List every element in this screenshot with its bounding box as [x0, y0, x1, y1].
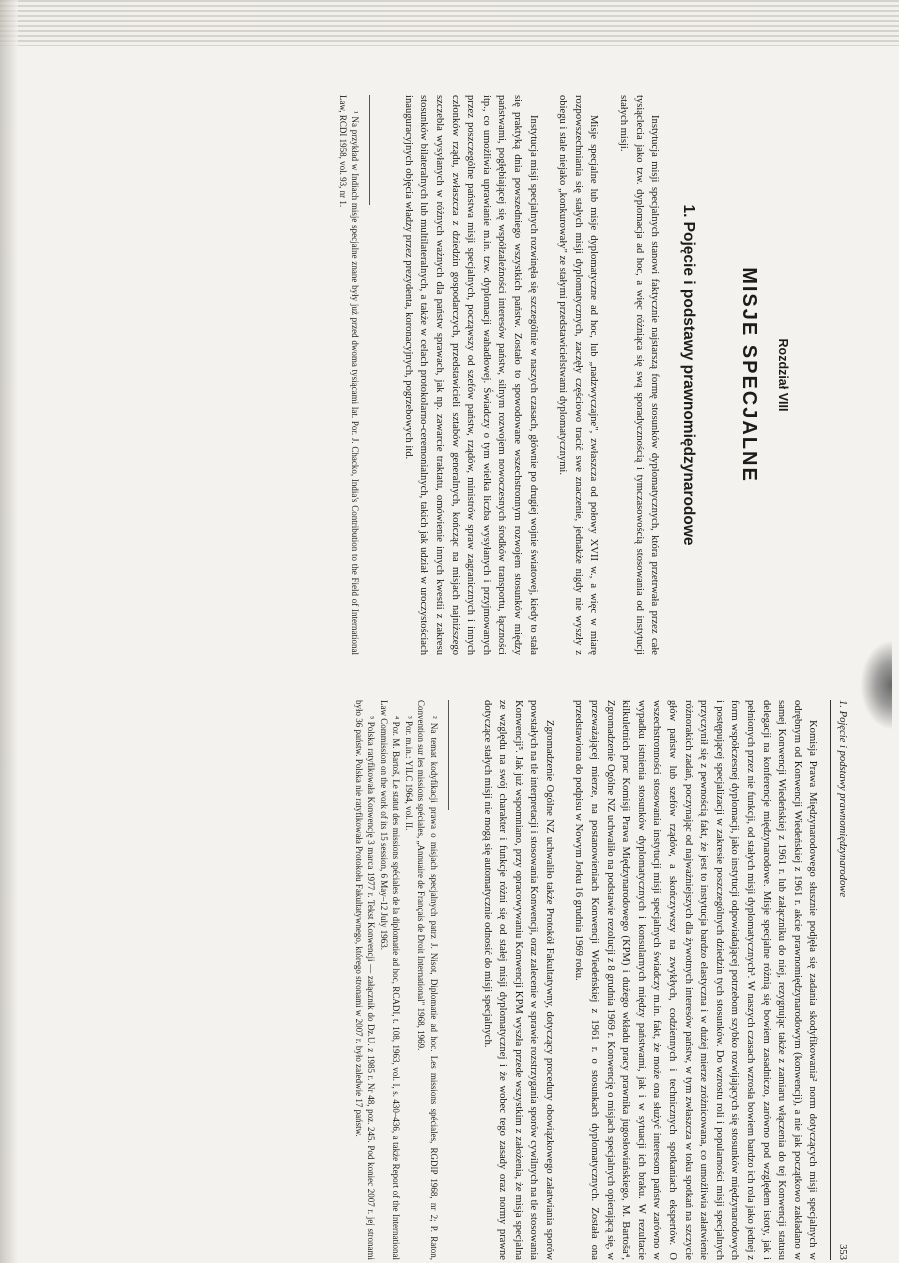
section-title: 1. Pojęcie i podstawy prawnomiędzynarodowe [679, 204, 697, 546]
footnote: ¹ Na przykład w Indiach misje specjalne znane były już przed dwoma tysiącami lat. Por. J. Chacko, India's Contribution to the Field of International Law, RCDI 1958, vol. 93, nr 1. [337, 95, 361, 655]
scan-left-edge [0, 0, 18, 1263]
chapter-label: Rozdział VIII [776, 338, 790, 412]
paragraph: Instytucja misji specjalnych stanowi faktycznie najstarszą formę stosunków dyplomatycznych, która przetrwała przez całe tysiąclecia jako tzw. dyplomacja ad hoc, a więc różniąca się swą sporadycznością i tymczasowością stosowania od instytucji stałych misji. [618, 95, 661, 655]
footnote: ⁴ Por. M. Bartoš, Le statut des missions spéciales de la diplomatie ad hoc, RCADI, t. 108, 1963, vol. I, s. 430–436, a także Report of the International Law Commission on the work of its 15 session, 6 May–12 July 1963. [378, 700, 402, 1260]
footnote-separator [369, 95, 370, 205]
footnote-separator [448, 700, 449, 810]
running-head-title: 1. Pojęcie i podstawy prawnomiędzynarodowe [837, 700, 848, 898]
footnote: ² Na temat kodyfikacji prawa o misjach specjalnych patrz J. Nisot, Diplomatie ad hoc. Les missions spéciales, RGDIP 1968, nr 2; P. Raton, Convention sur les missions spéciales, „Annuaire de Français de Droit International" 1968, 1969. [416, 700, 439, 1260]
page-number: 353 [837, 1244, 848, 1260]
paragraph: Instytucja misji specjalnych rozwinęła się szczególnie w naszych czasach, głównie po drugiej wojnie światowej, kiedy to stała się praktyką dnia powszedniego wszystkich państw. Zostało to spowodowane wszechstronnym rozwojem stosunków między państwami, pogłębiającej się współzależności interesów państw, silnym rozwojem nowoczesnych środków transportu, łączności itp., co umożliwia uprawianie m.in. tzw. dyplomacji wahadłowej. Świadczy o tym wielka liczba wysyłanych i przyjmowanych przez poszczególne państwa misji specjalnych, począwszy od szefów państw, rządów, ministrów spraw zagranicznych i innych członków rządu, zwłaszcza z dziedzin gospodarczych, przedstawicieli sztabów generalnych, kończąc na misjach najniższego szczebla wysyłanych w różnych ważnych dla państw sprawach, jak np. zawarcie traktatu, omówienie innych kwestii z zakresu stosunków bilateralnych lub multilateralnych, a także w celach protokolarno-ceremonialnych, takich jak udział w uroczystościach inauguracyjnych objęcia władzy przez prezydenta, koronacyjnych, pogrzebowych itd. [402, 95, 539, 655]
paragraph: Zgromadzenie Ogólne NZ uchwaliło także Protokół Fakultatywny, dotyczący procedury obowiązkowego załatwiania sporów powstałych na tle interpretacji i stosowania Konwencji, oraz zalecenie w sprawie rozstrzygania sporów cywilnych na tle stosowania Konwencji⁵. Jak już wspomniano, przy opracowywaniu Konwencji KPM wyszła przede wszystkim z założenia, że misja specjalna ze względu na swój charakter i funkcje różni się od stałej misji dyplomatycznej i że wobec tego zasady oraz normy prawne dotyczące stałych misji nie mogą się automatycznie odnosić do misji specjalnych. [481, 700, 555, 1260]
left-page [40, 95, 790, 655]
chapter-title: MISJE SPECJALNE [738, 267, 761, 483]
right-page [80, 700, 850, 1260]
book-fold-shadow [860, 640, 892, 730]
paragraph: Misje specjalne lub misje dyplomatyczne ad hoc, lub „nadzwyczajne", zwłaszcza od połowy XVII w., a więc w miarę rozpowszechniania się stałych misji dyplomatycznych, zaczęły częściowo tracić swe znaczenie, jednakże nigdy nie wyszły z obiegu i stale niejako „konkurowały" ze stałymi przedstawicielstwami dyplomatycznymi. [557, 95, 600, 655]
running-head [830, 700, 850, 1260]
footnote: ⁵ Polska ratyfikowała Konwencję 3 marca 1977 r. Tekst Konwencji — załącznik do Dz.U. z 1985 r. Nr 48, poz. 245. Pod koniec 2007 r. jej stronami było 36 państw. Polska nie ratyfikowała Protokołu Fakultatywnego, którego stronami w 2007 r. było zaledwie 17 państw. [353, 700, 377, 1260]
footnote: ³ Por. m.in.: YILC 1964, vol. II. [403, 716, 414, 831]
scan-top-edge [0, 0, 899, 46]
paragraph: Komisja Prawa Międzynarodowego słusznie podjęła się zadania skodyfikowania² norm dotyczących misji specjalnych w odrębnym od Konwencji Wiedeńskiej z 1961 r. akcie prawnomiędzynarodowym (konwencji), a nie jak początkowo zakładano w samej Konwencji Wiedeńskiej z 1961 r. lub załączniku do niej, rezygnując także z zamiaru włączenia do tej Konwencji statusu delegacji na konferencje międzynarodowe. Misje specjalne różnią się bowiem zasadniczo, zarówno pod względem istoty, jak i pełnionych przez nie funkcji, od stałych misji dyplomatycznych³. W naszych czasach wzrosła bowiem bardzo ich rola jako jednej z form współczesnej dyplomacji, jako instytucji odpowiadającej potrzebom szybko rozwijających się stosunków międzynarodowych i postępującej specjalizacji w zakresie poszczególnych dziedzin tych stosunków. Do wzrostu roli i popularności misji specjalnych przyczynił się z pewnością fakt, że jest to instytucja bardzo elastyczna i w dużej mierze zróżnicowana, co umożliwia załatwienie różnorakich zadań, poczynając od najważniejszych dla żywotnych interesów państw, w tym zwłaszcza w toku spotkań na szczycie głów państw lub szefów rządów, a skończywszy na zwykłych, codziennych i technicznych spotkaniach ekspertów. O wszechstronności stosowania instytucji misji specjalnych świadczy m.in. fakt, że może ona służyć interesom państw zarówno w wypadku istnienia stosunków dyplomatycznych i konsularnych między państwami, jak i w sytuacji ich braku. W rezultacie kilkuletnich prac Komisji Prawa Międzynarodowego (KPM) i dużego wkładu pracy prawnika jugosłowiańskiego, M. Bartoša⁴, Zgromadzenie Ogólne NZ uchwaliło na podstawie rezolucji z 8 grudnia 1969 r. Konwencję o misjach specjalnych opierającą się, w przeważającej mierze, na postanowieniach Konwencji Wiedeńskiej z 1961 r. o stosunkach dyplomatycznych. Została ona przedstawiona do podpisu w Nowym Jorku 16 grudnia 1969 roku. [573, 700, 819, 1260]
